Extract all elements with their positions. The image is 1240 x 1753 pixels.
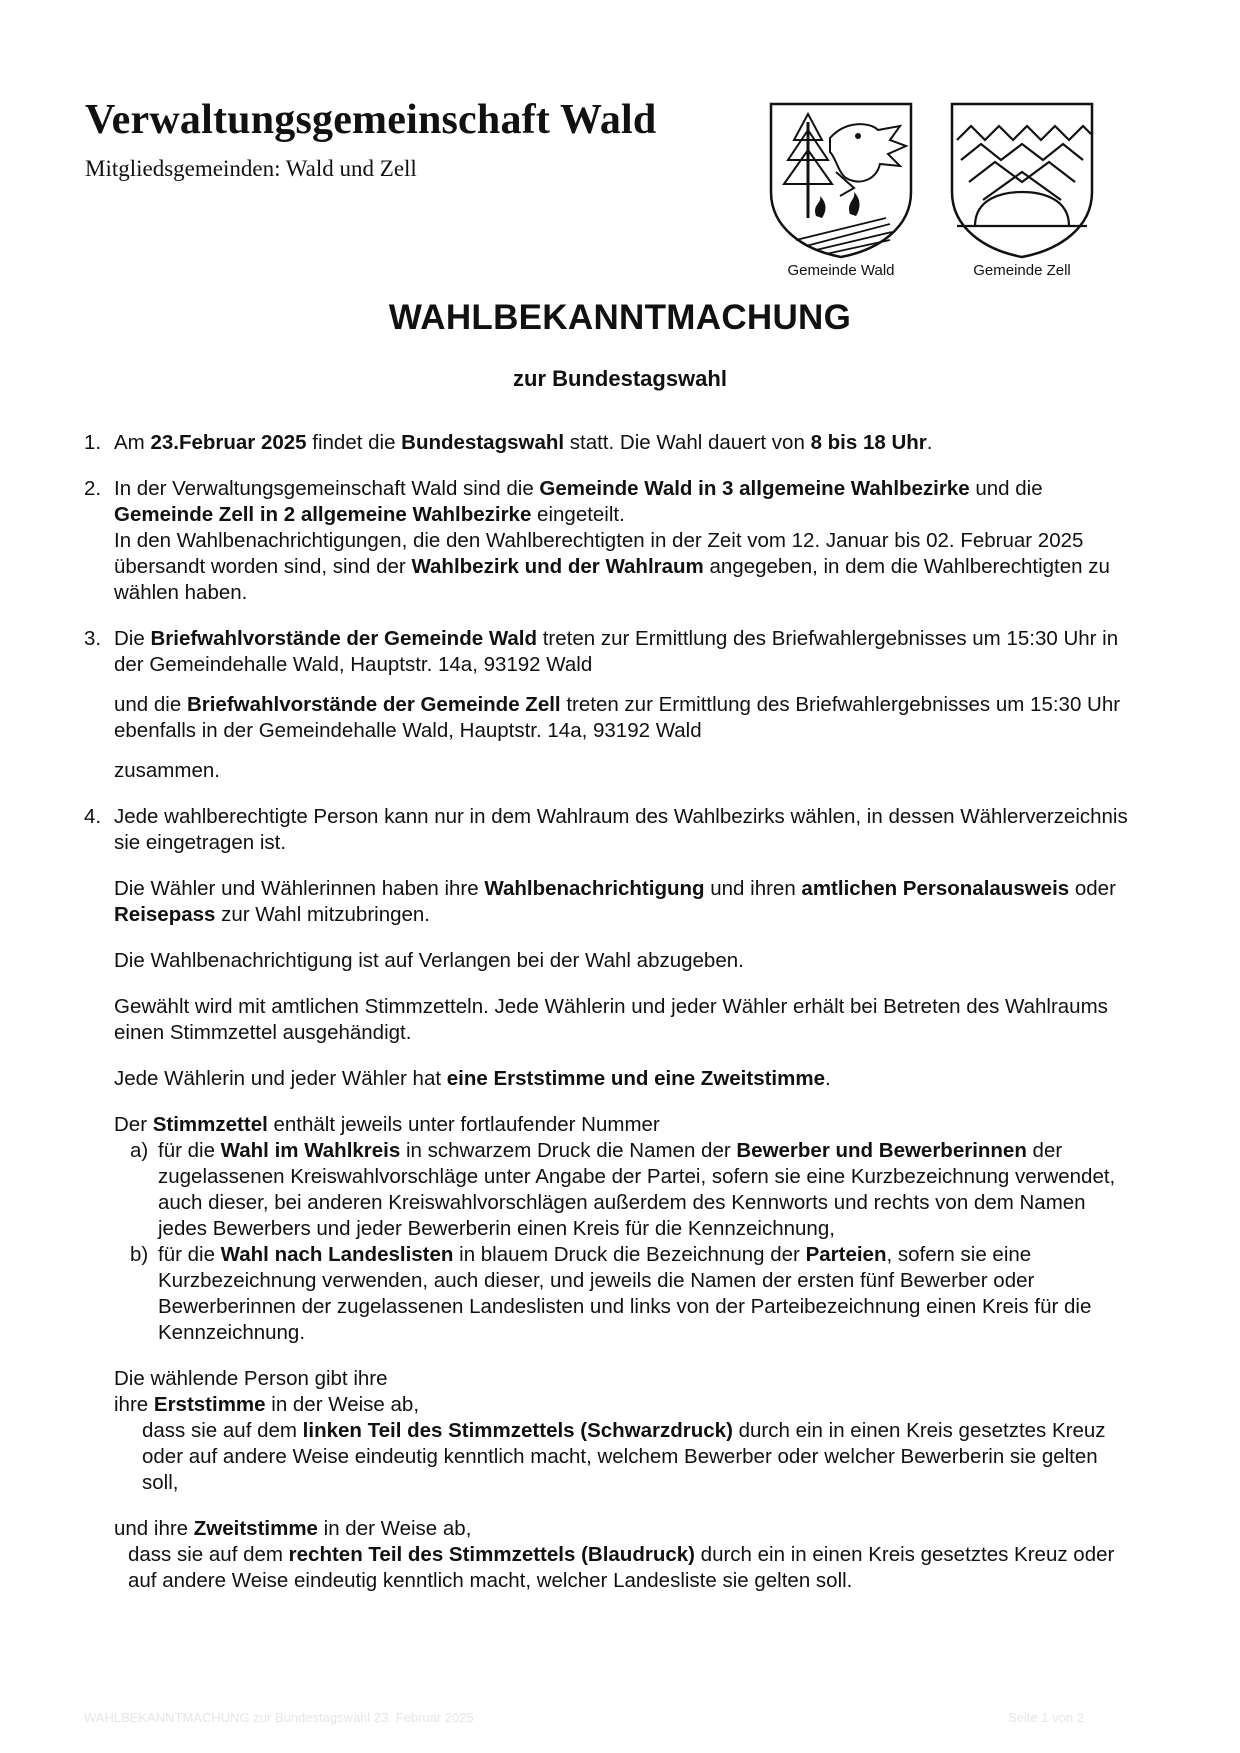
org-subtitle: Mitgliedsgemeinden: Wald und Zell [85, 156, 417, 181]
item-text: und ihre Zweitstimme in der Weise ab, [114, 1517, 472, 1540]
item-text: In den Wahlbenachrichtigungen, die den Wahlberechtigten in der Zeit vom 12. Januar bis 02. Februar 2025 übersandt worden sind, sind der Wahlbezirk und der Wahlraum angegeben, in dem die Wahlberechtigten zu wählen haben. [114, 529, 1110, 604]
item-text: Die Wähler und Wählerinnen haben ihre Wahlbenachrichtigung und ihren amtlichen Personalausweis oder Reisepass zur Wahl mitzubringen. [114, 877, 1116, 926]
document-subtitle: zur Bundestagswahl [513, 366, 727, 391]
page-footer [84, 1710, 1084, 1725]
item-text: Der Stimmzettel enthält jeweils unter fortlaufender Nummer [114, 1113, 660, 1136]
item-text: Jede Wählerin und jeder Wähler hat eine Erststimme und eine Zweitstimme. [114, 1067, 831, 1090]
org-title: Verwaltungsgemeinschaft Wald [85, 97, 657, 143]
item-text: Die Wahlbenachrichtigung ist auf Verlangen bei der Wahl abzugeben. [114, 949, 744, 972]
item-text: In der Verwaltungsgemeinschaft Wald sind die Gemeinde Wald in 3 allgemeine Wahlbezirke und die Gemeinde Zell in 2 allgemeine Wahlbezirke eingeteilt. [114, 477, 1043, 526]
item-text: und die Briefwahlvorstände der Gemeinde Zell treten zur Ermittlung des Briefwahlergebnisses um 15:30 Uhr ebenfalls in der Gemeindehalle Wald, Hauptstr. 14a, 93192 Wald [114, 693, 1121, 742]
item-text: Am 23.Februar 2025 findet die Bundestagswahl statt. Die Wahl dauert von 8 bis 18 Uhr. [114, 431, 933, 454]
item-text: dass sie auf dem linken Teil des Stimmzettels (Schwarzdruck) durch ein in einen Kreis gesetztes Kreuz oder auf andere Weise eindeutig kenntlich macht, welchem Bewerber oder welcher Bewerberin sie gelten soll, [142, 1419, 1106, 1494]
item-text: dass sie auf dem rechten Teil des Stimmzettels (Blaudruck) durch ein in einen Kreis gesetztes Kreuz oder auf andere Weise eindeutig kenntlich macht, welcher Landesliste sie gelten soll. [128, 1543, 1115, 1592]
item-text: Gewählt wird mit amtlichen Stimmzetteln. Jede Wählerin und jeder Wähler erhält bei Betreten des Wahlraums einen Stimmzettel ausgehändigt. [114, 995, 1108, 1044]
item-text: Die Briefwahlvorstände der Gemeinde Wald treten zur Ermittlung des Briefwahlergebnisses um 15:30 Uhr in der Gemeindehalle Wald, Hauptstr. 14a, 93192 Wald [114, 627, 1119, 676]
sub-item-b: b) für die Wahl nach Landeslisten in blauem Druck die Bezeichnung der Parteien, sofern sie eine Kurzbezeichnung verwenden, auch dieser, und jeweils die Namen der ersten fünf Bewerber oder Bewerberinnen der zugelassenen Landeslisten und links von der Parteibezeichnung einen Kreis für die Kennzeichnung. [130, 1243, 1092, 1344]
list-item-4 [84, 804, 1134, 1594]
document-title: WAHLBEKANNTMACHUNG [388, 298, 852, 337]
item-text: Jede wahlberechtigte Person kann nur in dem Wahlraum des Wahlbezirks wählen, in dessen Wählerverzeichnis sie eingetragen ist. [114, 805, 1128, 854]
list-item-2 [84, 476, 1134, 606]
list-item-1 [84, 430, 1134, 456]
announcement-body [84, 430, 1134, 1594]
item-text: zusammen. [114, 759, 220, 782]
footer-left: WAHLBEKANNTMACHUNG zur Bundestagswahl 23. Februar 2025 [84, 1710, 474, 1725]
coat-of-arms-zell-icon [947, 100, 1097, 260]
coat-of-arms-wald-icon [766, 100, 916, 260]
item-number: 3. [84, 627, 102, 650]
item-number: 4. [84, 805, 102, 828]
list-item-3 [84, 626, 1134, 784]
item-number: 2. [84, 477, 102, 500]
item-number: 1. [84, 431, 102, 454]
sub-item-a: a) für die Wahl im Wahlkreis in schwarzem Druck die Namen der Bewerber und Bewerberinnen der zugelassenen Kreiswahlvorschläge unter Angabe der Partei, sofern sie eine Kurzbezeichnung verwendet, auch dieser, bei anderen Kreiswahlvorschlägen außerdem des Kennworts und rechts von dem Namen jedes Bewerbers und jeder Bewerberin einen Kreis für die Kennzeichnung, [130, 1139, 1116, 1240]
item-text: ihre Erststimme in der Weise ab, [114, 1393, 420, 1416]
item-text: Die wählende Person gibt ihre [114, 1367, 388, 1390]
crest-label-zell: Gemeinde Zell [973, 262, 1071, 279]
crest-label-wald: Gemeinde Wald [787, 262, 895, 279]
footer-page-number: Seite 1 von 2 [1008, 1710, 1084, 1725]
